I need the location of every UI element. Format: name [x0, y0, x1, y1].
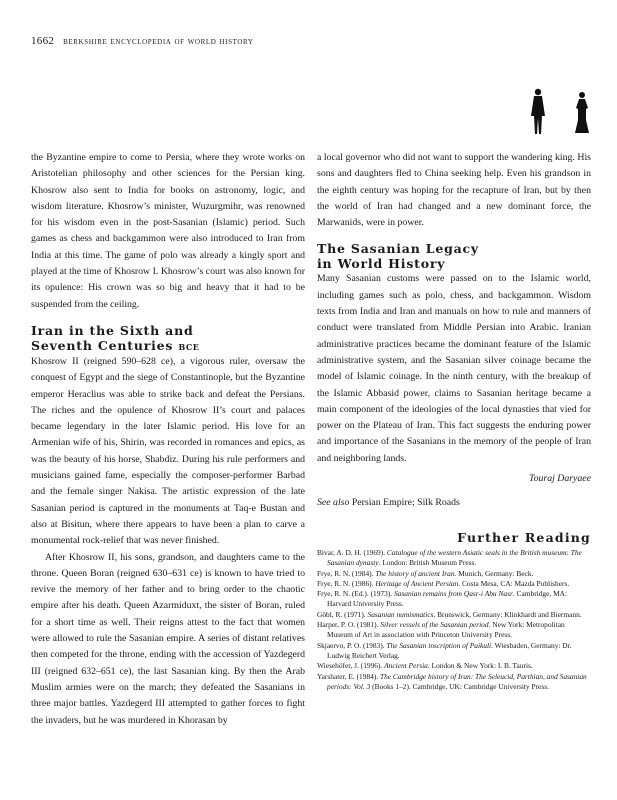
right-paragraph-1: a local governor who did not want to support the wandering king. His sons and daughters fled to China seeking help. Even his grandson in the eighth century was hoping for the recapture of Iran, but by then the world of Iran had changed and a new dominant force, the Marwanids, were in power.: [317, 152, 591, 229]
page-number: 1662: [31, 35, 55, 47]
reference-item: Bivar, A. D. H. (1969). Catalogue of the western Asiatic seals in the British museum: The Sasanian dynasty. London: British Museum Press.: [317, 547, 582, 568]
reference-item: Skjaervo, P. O. (1983). The Sasanian inscription of Paikuli. Wiesbaden, Germany: Dr. Ludwig Reichert Verlag.: [317, 640, 572, 660]
reference-item: Wiesehöfer, J. (1996). Ancient Persia. London & New York: I. B. Tauris.: [317, 661, 533, 671]
further-reading-heading: Further Reading: [457, 529, 591, 545]
left-paragraph-2: Khosrow II (reigned 590–628 ce), a vigorous ruler, oversaw the conquest of Egypt and the siege of Constantinople, but the Byzantine emperor Heraclius was able to strike back and defeat the Persians. The riches and the opulence of Khosrow II’s court and palaces became legendary in the later Islamic period. His love for an Armenian wife of his, Shirin, was recorded in romances and epics, as was the beauty of his horse, Shabdiz. During his rule performers and musicians gained fame, especially the composer-performer Barbad and the female singer Nakisa. The artistic expression of the late Sasanian period is captured in the monuments at Taq-e Bustan and also at Bisitun, where there appears to have been a plan to carve a monumental rock-relief that was never finished.: [31, 355, 305, 547]
reference-item: Frye, R. N. (1986). Heritage of Ancient Persian. Costa Mesa, CA: Mazda Publishers.: [317, 578, 570, 588]
right-paragraph-2: Many Sasanian customs were passed on to the Islamic world, including games such as polo, chess, and backgammon. Wisdom texts from India and Iran and manuals on how to rule and manners of conduct were translated from Middle Persian into Arabic. Iranian administrative practices became the dominant feature of the Islamic administrative system, and the Sasanian silver coinage became the model of Islamic coinage. In the ninth century, with the breakup of the Islamic Abbasid power, claims to Sasanian heritage became a main component of the ideologies of the local dynasties that vied for power on the Plateau of Iran. This fact suggests the enduring power and importance of the Sasanians in the memory of the people of Iran and neighboring lands.: [317, 273, 591, 464]
left-column: [31, 150, 305, 729]
section-heading-iran-centuries: Iran in the Sixth and Seventh Centuries bce: [31, 322, 200, 353]
right-column: [317, 150, 591, 692]
see-also: See also Persian Empire; Silk Roads: [317, 497, 460, 509]
section-heading-sasanian-legacy: The Sasanian Legacy in World History: [317, 241, 479, 272]
reference-item: Yarshater, E. (1984). The Cambridge history of Iran: The Seleucid, Parthian, and Sasanian periods: Vol. 3 (Books 1–2). Cambridge, UK: Cambridge University Press.: [317, 671, 587, 691]
reference-item: Harper, P. O. (1981). Silver vessels of the Sasanian period. New York: Metropolitan Museum of Art in association with Princeton University Press.: [317, 620, 565, 640]
left-paragraph-3: After Khosrow II, his sons, grandson, and daughters came to the throne. Queen Boran (reigned 630–631 ce) is known to have tried to revive the memory of her father and to bring order to the chaotic empire after his death. Queen Azarmiduxt, the sister of Boran, ruled for a short time as well. Their reigns attest to the fact that women were allowed to rule the Sasanian empire. A series of distant relatives then competed for the throne, ending with the accession of Yazdegerd III (reigned 632–651 ce), the last Sasanian king. By then the Arab Muslim armies were on the march; they defeated the Sasanians in three major battles. Yazdegerd III attempted to gather forces to fight the invaders, but he was murdered in Khorasan by: [31, 551, 305, 726]
reference-item: Frye, R. N. (Ed.). (1973). Sasanian remains from Qasr-i Abu Nasr. Cambridge, MA: Harvard University Press.: [317, 589, 568, 609]
author-name: Touraj Daryaee: [529, 473, 591, 485]
decorative-figures-icon: [524, 86, 604, 146]
running-header: [31, 35, 254, 47]
reference-item: Göbl, R. (1971). Sasanian numismatics. Brunswick, Germany: Klinkhardt and Biermann.: [317, 609, 582, 619]
left-paragraph-1: the Byzantine empire to come to Persia, where they wrote works on Aristotelian philosophy and other sciences for the Persian king. Khosrow also sent to India for books on astronomy, logic, and wisdom literature. Khosrow’s minister, Wuzurgmihr, was renowned for his wisdom even in the post-Sasanian (Islamic) period. Such games as chess and backgammon were also introduced to Iran from India at this time. The game of polo was already a kingly sport and played at the time of Khosrow I. Khosrow’s court was also known for its opulence: His crown was so big and heavy that it had to be suspended from the ceiling.: [31, 152, 305, 310]
running-title: berkshire encyclopedia of world history: [63, 36, 254, 47]
references-list: [317, 548, 591, 692]
reference-item: Frye, R. N. (1984). The history of ancient Iran. Munich, Germany: Beck.: [317, 568, 534, 578]
